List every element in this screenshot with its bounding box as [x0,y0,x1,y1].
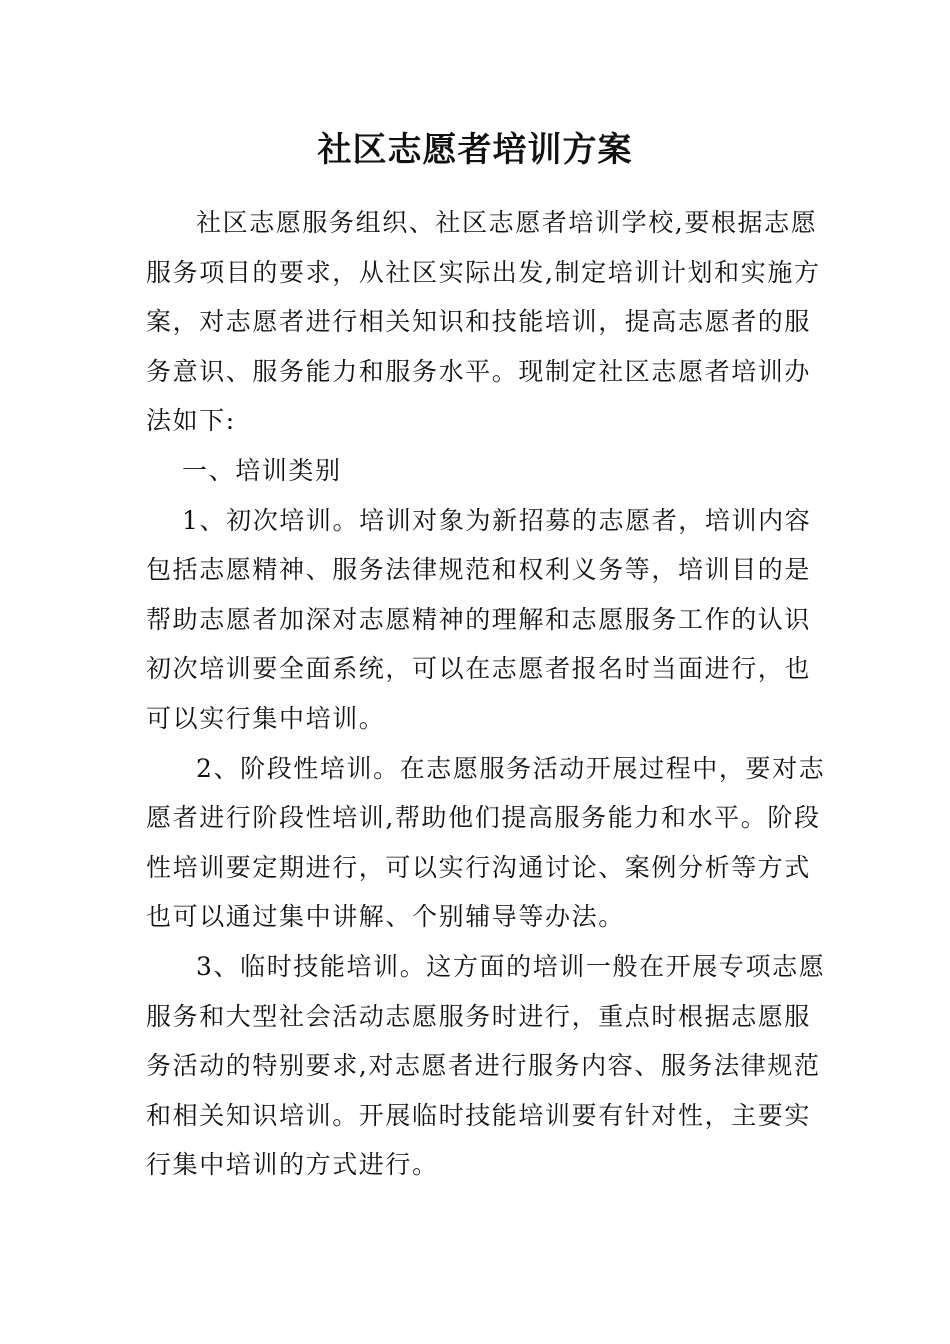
paragraph-line: 2、阶段性培训。在志愿服务活动开展过程中，要对志 [196,753,826,783]
document-body [146,198,826,1190]
paragraph-line: 可以实行集中培训。 [146,703,386,733]
paragraph-line: 社区志愿服务组织、社区志愿者培训学校,要根据志愿 [196,208,818,237]
section-heading-text: 一、培训类别 [182,455,342,485]
paragraph-line: 愿者进行阶段性培训,帮助他们提高服务能力和水平。阶段 [146,803,821,833]
section-heading [146,446,808,496]
intro-paragraph [146,198,821,446]
item-paragraph-1 [146,496,812,744]
document-title: 社区志愿者培训方案 [317,130,633,170]
paragraph-line: 帮助志愿者加深对志愿精神的理解和志愿服务工作的认识 [146,604,812,634]
paragraph-line: 1、初次培训。培训对象为新招募的志愿者，培训内容 [182,505,812,535]
paragraph-line: 务意识、服务能力和服务水平。现制定社区志愿者培训办 [146,356,812,386]
paragraph-line: 服务项目的要求，从社区实际出发,制定培训计划和实施方 [146,257,821,287]
paragraph-line: 务活动的特别要求,对志愿者进行服务内容、服务法律规范 [146,1051,821,1081]
paragraph-line: 也可以通过集中讲解、个别辅导等办法。 [146,902,625,932]
paragraph-line: 和相关知识培训。开展临时技能培训要有针对性，主要实 [146,1100,812,1130]
paragraph-line: 法如下: [146,406,236,436]
paragraph-line: 案，对志愿者进行相关知识和技能培训，提高志愿者的服 [146,307,812,337]
paragraph-line: 服务和大型社会活动志愿服务时进行，重点时根据志愿服 [146,1001,812,1031]
item-paragraph-2 [146,744,826,942]
paragraph-line: 包括志愿精神、服务法律规范和权利义务等，培训目的是 [146,555,812,585]
item-paragraph-3 [146,942,826,1190]
paragraph-line: 性培训要定期进行，可以实行沟通讨论、案例分析等方式 [146,852,812,882]
paragraph-line: 行集中培训的方式进行。 [146,1150,439,1180]
paragraph-line: 初次培训要全面系统，可以在志愿者报名时当面进行，也 [146,654,812,684]
paragraph-line: 3、临时技能培训。这方面的培训一般在开展专项志愿 [196,951,826,981]
